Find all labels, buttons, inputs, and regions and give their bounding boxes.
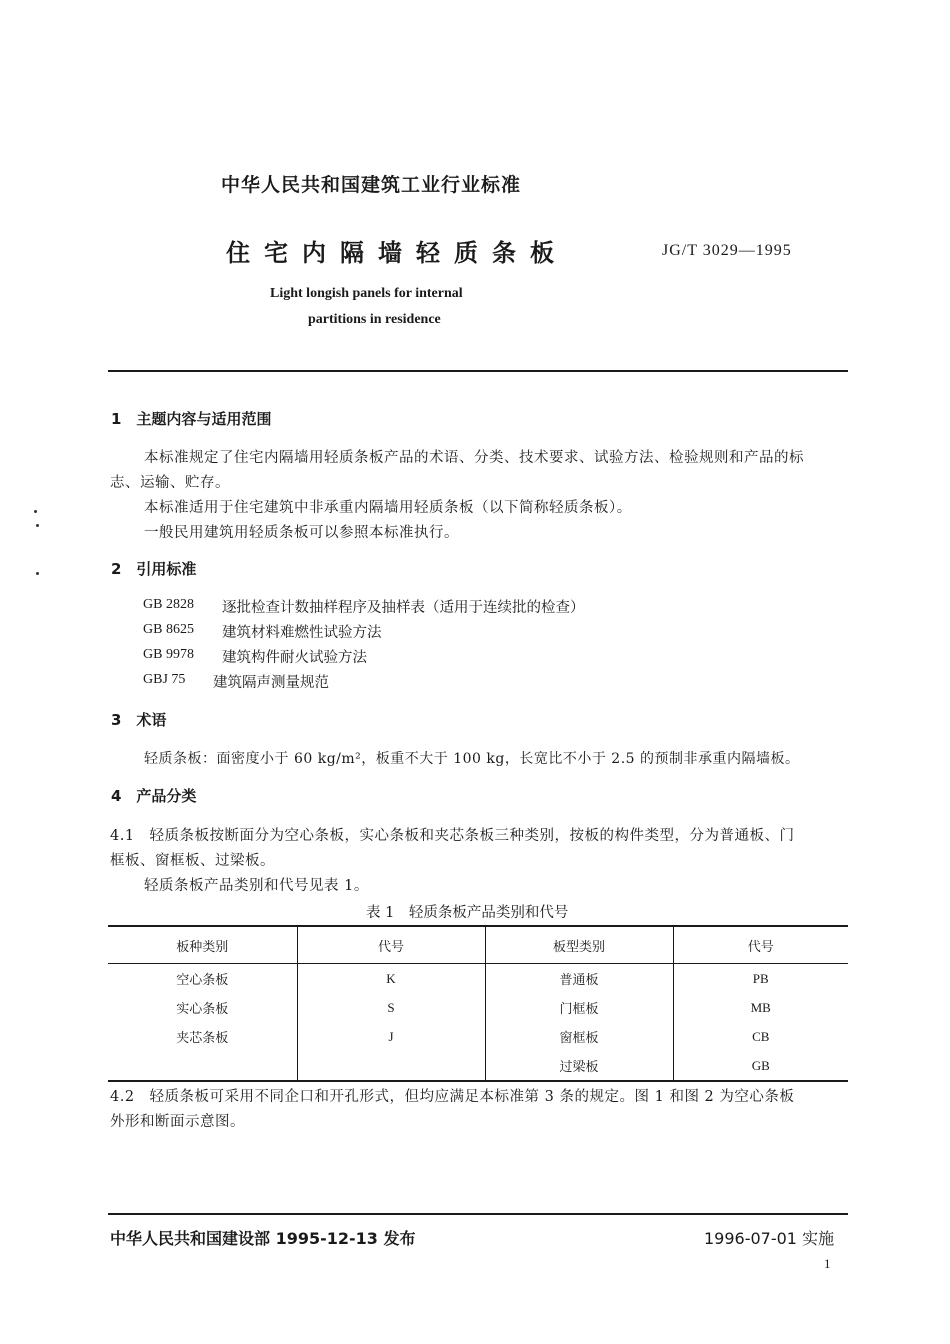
clause-4-1-line-3: 轻质条板产品类别和代号见表 1。 <box>144 878 369 894</box>
english-title-line-1: Light longish panels for internal <box>270 286 463 301</box>
column-header: 代号 <box>297 926 485 964</box>
table-cell: 门框板 <box>485 993 673 1022</box>
table-cell: 实心条板 <box>176 1002 229 1017</box>
column-header: 板型类别 <box>485 926 673 964</box>
table-row <box>108 993 848 1022</box>
section-3-heading: 3 术语 <box>111 711 167 729</box>
table-cell: J <box>297 1022 485 1051</box>
table-cell: 普通板 <box>485 964 673 994</box>
header-divider <box>108 370 848 372</box>
table-cell: 过梁板 <box>485 1051 673 1081</box>
table-cell <box>108 1051 297 1081</box>
table-cell: PB <box>673 964 848 994</box>
english-title-line-2: partitions in residence <box>308 312 441 327</box>
section-1-paragraph-2: 本标准适用于住宅建筑中非承重内隔墙用轻质条板（以下简称轻质条板）。 <box>144 500 632 516</box>
table-cell <box>297 1051 485 1081</box>
reference-title: 建筑构件耐火试验方法 <box>222 650 367 666</box>
page-title: 住宅内隔墙轻质条板 <box>226 239 568 267</box>
reference-code: GB 2828 <box>143 597 194 612</box>
footer-divider <box>108 1213 848 1215</box>
table-caption: 表 1 轻质条板产品类别和代号 <box>366 905 569 921</box>
column-header: 板种类别 <box>108 926 297 964</box>
section-1-paragraph-3: 一般民用建筑用轻质条板可以参照本标准执行。 <box>144 525 459 541</box>
product-code-table <box>108 925 848 1082</box>
clause-4-1-line-1: 4.1 轻质条板按断面分为空心条板，实心条板和夹芯条板三种类别，按板的构件类型，分为普通板、门 <box>110 828 795 844</box>
clause-4-1-line-2: 框板、窗框板、过梁板。 <box>110 853 275 869</box>
table-cell: S <box>297 993 485 1022</box>
publisher-line: 中华人民共和国建筑工业行业标准 <box>221 174 522 196</box>
section-1-paragraph-1-line-2: 志、运输、贮存。 <box>110 475 230 491</box>
reference-title: 建筑材料难燃性试验方法 <box>222 625 382 641</box>
effective-date: 1996-07-01 实施 <box>704 1229 835 1248</box>
page-number: 1 <box>824 1256 831 1271</box>
table-cell: CB <box>673 1022 848 1051</box>
section-1-heading: 1 主题内容与适用范围 <box>111 410 272 428</box>
table-cell: K <box>297 964 485 994</box>
table-row <box>108 964 848 994</box>
table-cell: 夹芯条板 <box>176 1031 229 1046</box>
section-1-paragraph-1-line-1: 本标准规定了住宅内隔墙用轻质条板产品的术语、分类、技术要求、试验方法、检验规则和产品的标 <box>144 450 804 466</box>
scan-speck <box>34 510 37 513</box>
column-header: 代号 <box>673 926 848 964</box>
table-cell: 空心条板 <box>176 973 229 988</box>
scan-speck <box>36 572 39 575</box>
issue-date: 中华人民共和国建设部 1995-12-13 发布 <box>110 1229 416 1248</box>
clause-4-2-line-2: 外形和断面示意图。 <box>110 1114 245 1130</box>
reference-code: GB 8625 <box>143 622 194 637</box>
table-cell: 窗框板 <box>485 1022 673 1051</box>
standard-code: JG/T 3029—1995 <box>662 242 792 259</box>
scan-speck <box>36 524 39 527</box>
term-definition: 轻质条板：面密度小于 60 kg/m²，板重不大于 100 kg，长宽比不小于 2.5 的预制非承重内隔墙板。 <box>144 751 800 767</box>
reference-code: GBJ 75 <box>143 672 186 687</box>
reference-title: 逐批检查计数抽样程序及抽样表（适用于连续批的检查） <box>222 600 585 616</box>
clause-4-2-line-1: 4.2 轻质条板可采用不同企口和开孔形式，但均应满足本标准第 3 条的规定。图 1 和图 2 为空心条板 <box>110 1089 795 1105</box>
table-cell: MB <box>673 993 848 1022</box>
section-4-heading: 4 产品分类 <box>111 787 197 805</box>
table-cell: GB <box>673 1051 848 1081</box>
section-2-heading: 2 引用标准 <box>111 560 197 578</box>
reference-title: 建筑隔声测量规范 <box>213 675 329 691</box>
table-row <box>108 1022 848 1051</box>
reference-code: GB 9978 <box>143 647 194 662</box>
table-row <box>108 1051 848 1081</box>
table-header-row <box>108 926 848 964</box>
